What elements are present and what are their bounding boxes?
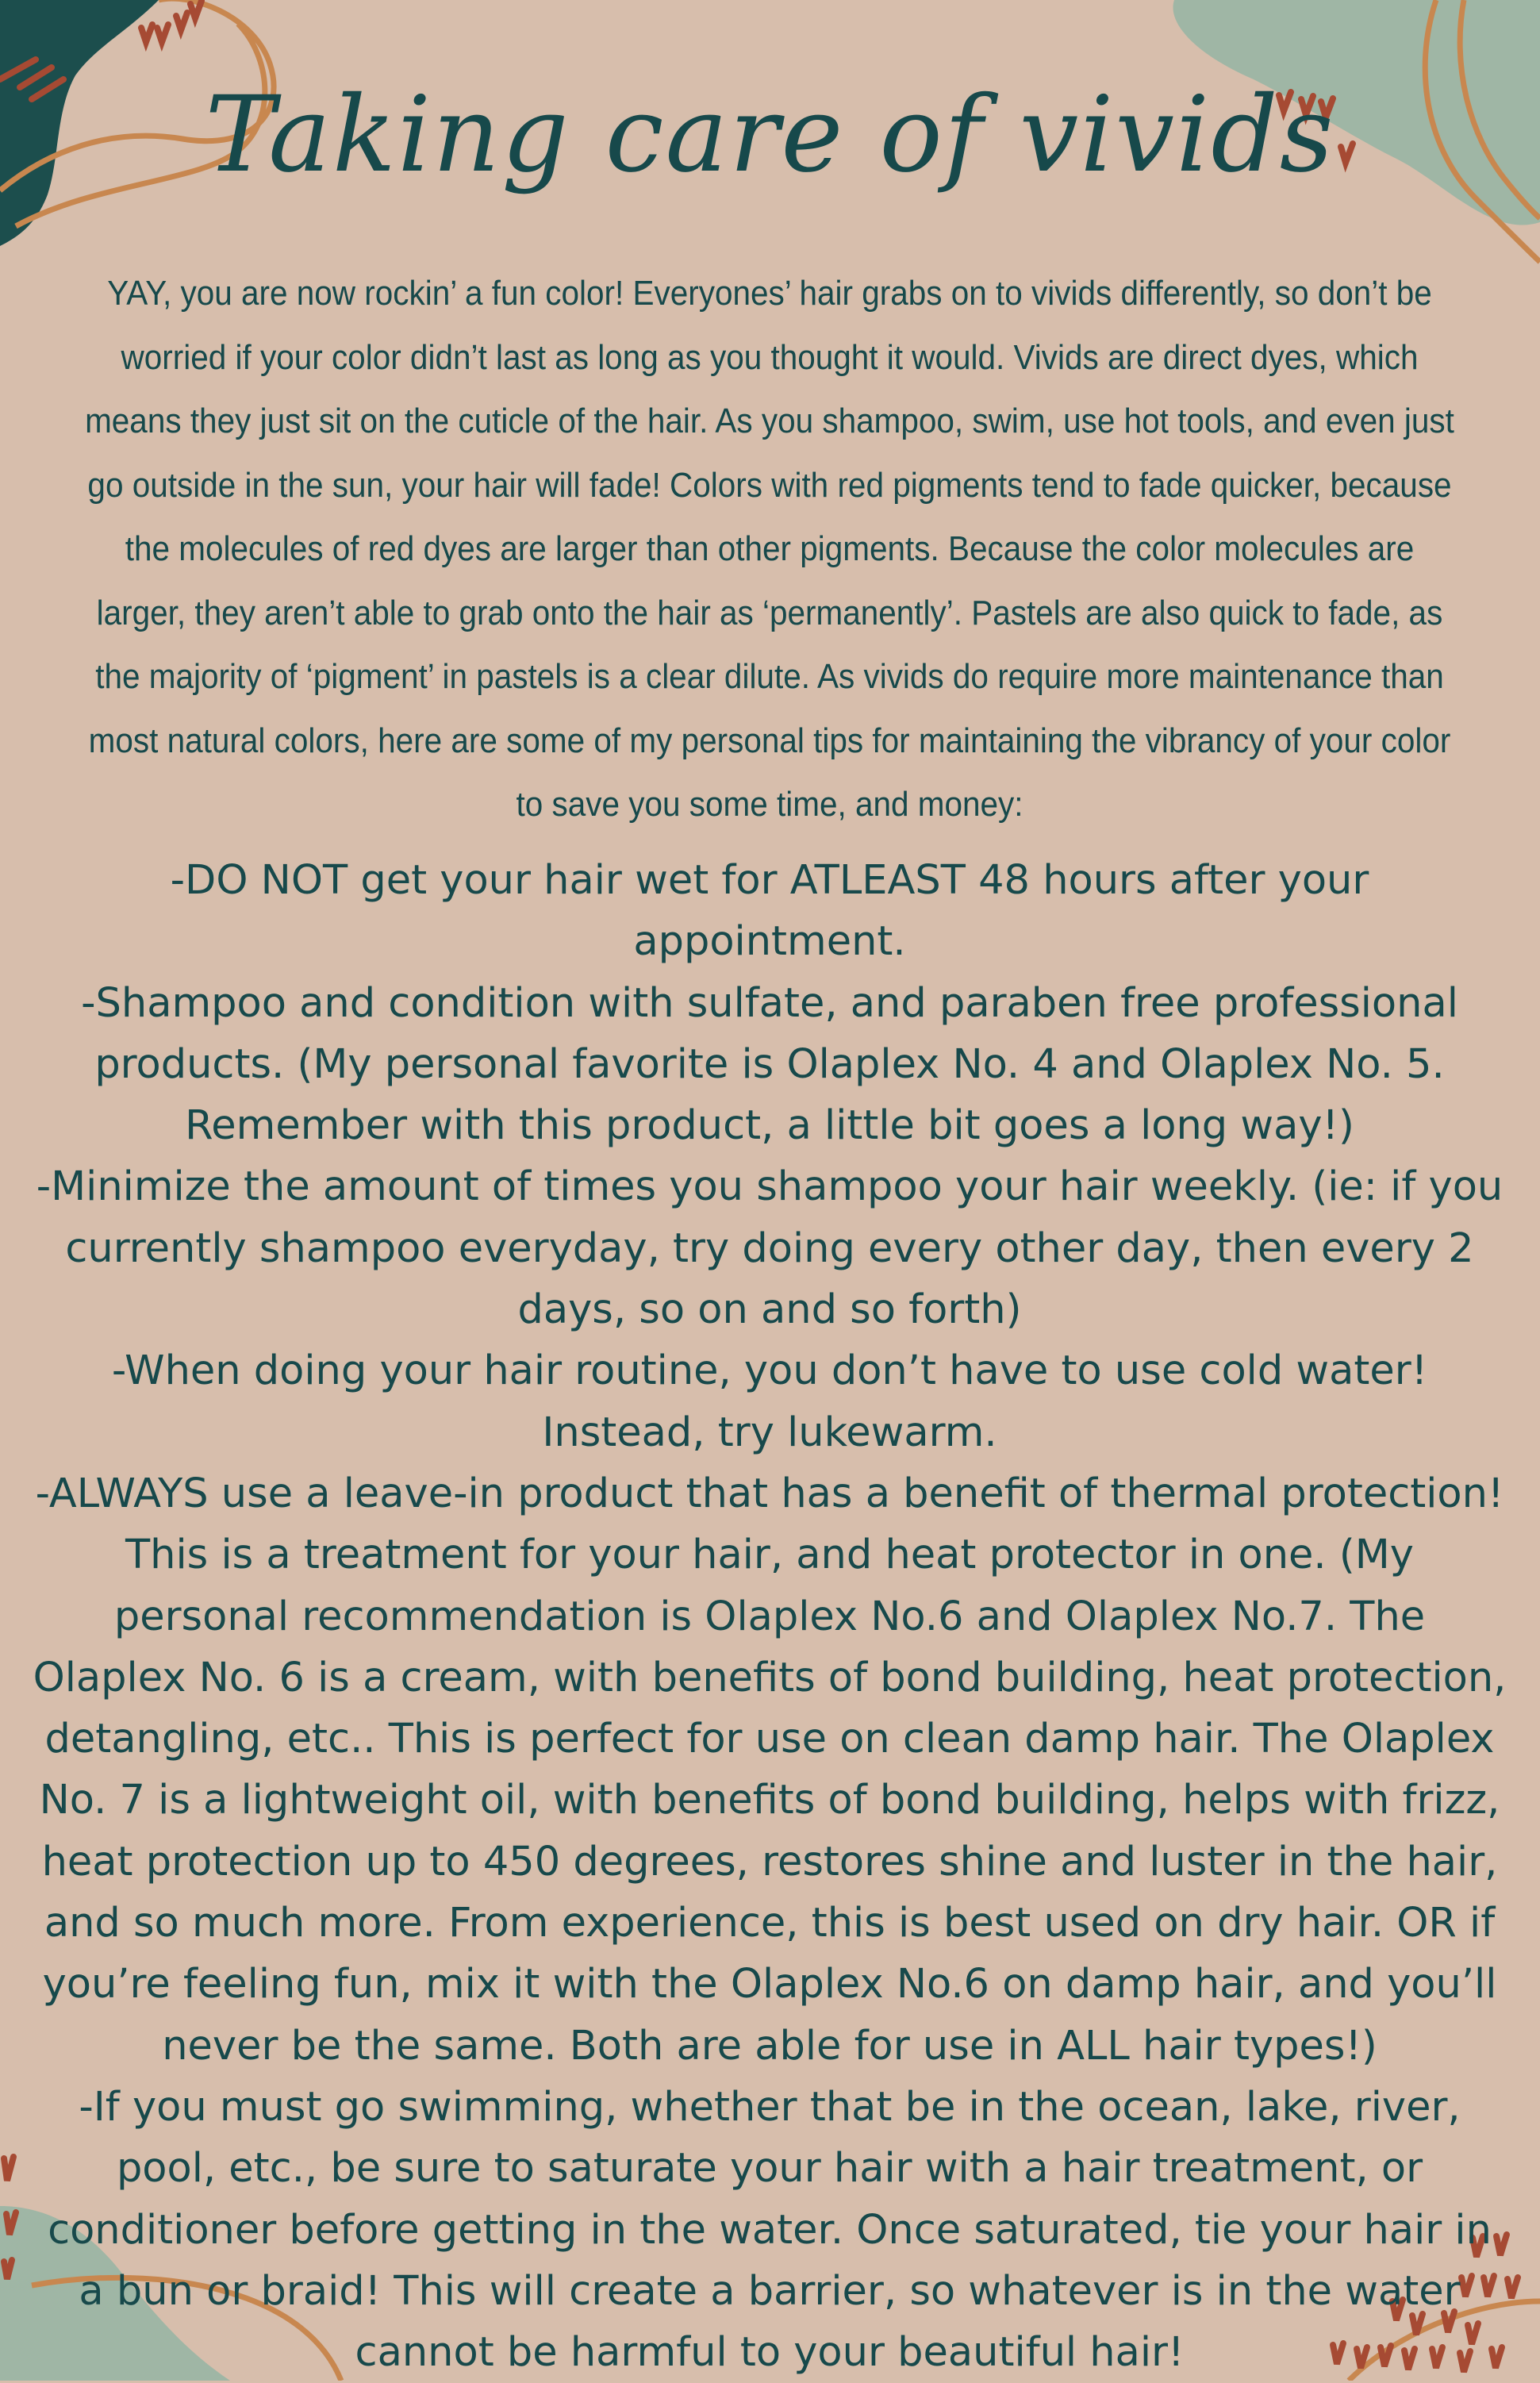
tip-item: -Shampoo and condition with sulfate, and paraben free professional products. (My personal favorite is Olaplex No. 4 and Olaplex No. 5. Remember with this product, a little bit goes a long way!) (81, 979, 1458, 1150)
tip-item: -DO NOT get your hair wet for ATLEAST 48 hours after your appointment. (170, 857, 1369, 966)
red-marks-bottom-left (4, 2157, 16, 2279)
page-title: Taking care of vivids (205, 74, 1335, 196)
tip-item: -ALWAYS use a leave-in product that has a benefit of thermal protection! This is a treatment for your hair, and heat protector in one. (My personal recommendation is Olaplex No.6 and Olaplex No.7. The Olaplex No. 6 is a cream, with benefits of bond building, heat protection, detangling, etc.. This is perfect for use on clean damp hair. The Olaplex No. 7 is a lightweight oil, with benefits of bond building, helps with frizz, heat protection up to 450 degrees, restores shine and luster in the hair, and so much more. From experience, this is best used on dry hair. OR if you’re feeling fun, mix it with the Olaplex No.6 on damp hair, and you’ll never be the same. Both are able for use in ALL hair types!) (33, 1470, 1507, 2070)
tip-item: -When doing your hair routine, you don’t have to use cold water! Instead, try lukewarm. (111, 1347, 1428, 1456)
tip-item: -Minimize the amount of times you shampoo your hair weekly. (ie: if you currently shampoo everyday, try doing every other day, then every 2 days, so on and so forth) (36, 1163, 1504, 1334)
intro-paragraph: YAY, you are now rockin’ a fun color! Everyones’ hair grabs on to vivids differently, so don’t be worried if your color didn’t last as long as you thought it would. Vivids are direct dyes, which means they just sit on the cuticle of the hair. As you shampoo, swim, use hot tools, and even just go outside in the sun, your hair will fade! Colors with red pigments tend to fade quicker, because the molecules of red dyes are larger than other pigments. Because the color molecules are larger, they aren’t able to grab onto the hair as ‘permanently’. Pastels are also quick to fade, as the majority of ‘pigment’ in pastels is a clear dilute. As vivids do require more maintenance than most natural colors, here are some of my personal tips for maintaining the vibrancy of your color to save you some time, and money: (85, 274, 1454, 824)
tip-item: -If you must go swimming, whether that be in the ocean, lake, river, pool, etc., be sure to saturate your hair with a hair treatment, or conditioner before getting in the water. Once saturated, tie your hair in a bun or braid! This will create a barrier, so whatever is in the water cannot be harmful to your beautiful hair! (48, 2083, 1492, 2377)
tips-list (32, 850, 1507, 2383)
